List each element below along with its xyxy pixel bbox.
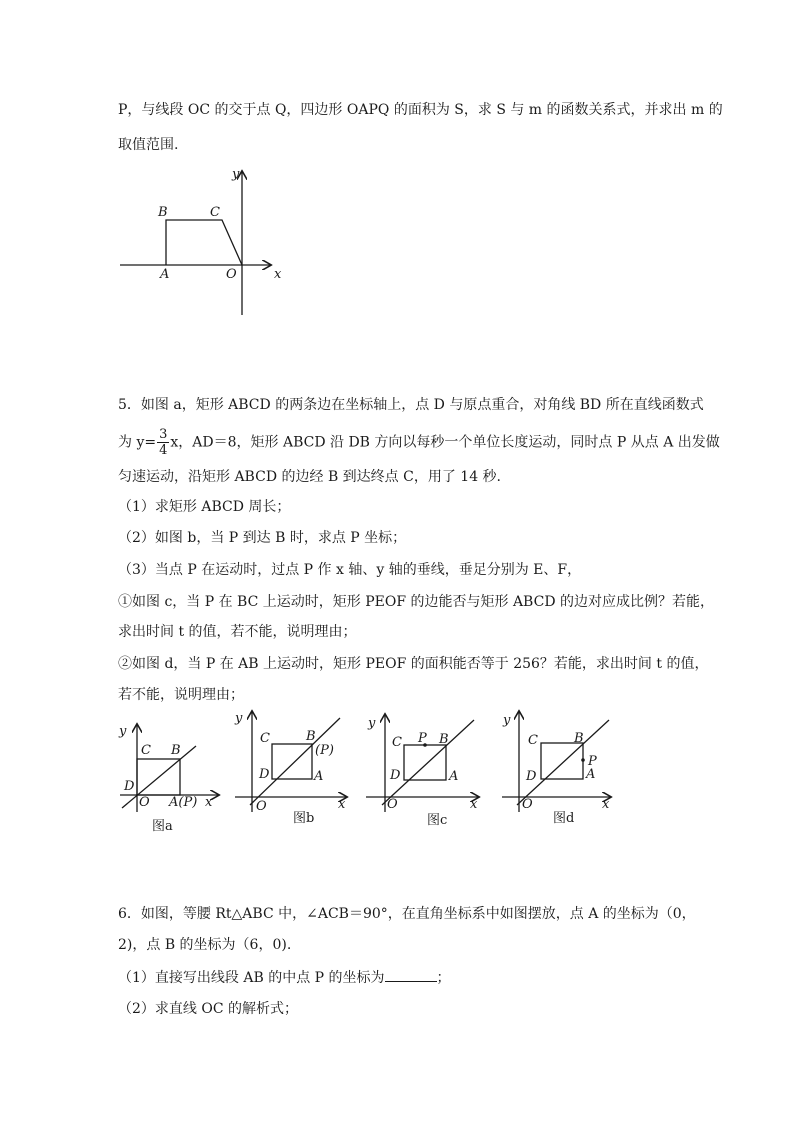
- fig-d-label-p: P: [588, 754, 597, 769]
- fig-c-caption: 图c: [427, 813, 448, 828]
- fig-d-label-a: A: [586, 767, 596, 782]
- fig-d-caption: 图d: [553, 811, 575, 826]
- fig-d-label-b: B: [574, 731, 584, 746]
- fig-d-label-y: y: [503, 713, 511, 728]
- fig-d-label-c: C: [528, 733, 538, 748]
- q6-sub1-text: （1）直接写出线段 AB 的中点 P 的坐标为: [118, 970, 385, 986]
- fig-b-label-p: (P): [315, 743, 334, 758]
- fig-c-label-o: O: [387, 797, 398, 812]
- q4-label-b: B: [158, 205, 168, 220]
- q6-text-line2: 2)，点 B 的坐标为（6，0).: [118, 937, 292, 953]
- fig-d-label-d: D: [526, 769, 537, 784]
- q5-sub2: （2）如图 b，当 P 到达 B 时，求点 P 坐标；: [118, 530, 407, 546]
- q5-sub3b-line1: ②如图 d，当 P 在 AB 上运动时，矩形 PEOF 的面积能否等于 256？若能，求出时间 t 的值，: [118, 656, 709, 672]
- fig-b-label-d: D: [259, 767, 270, 782]
- fig-b-label-y: y: [235, 711, 243, 726]
- q5-sub3a-line1: ①如图 c，当 P 在 BC 上运动时，矩形 PEOF 的边能否与矩形 ABCD 的边对应成比例？若能，: [118, 594, 714, 610]
- fig-b-label-o: O: [256, 799, 267, 814]
- fig-d-point-p: [581, 758, 585, 762]
- q6-sub1-end: ；: [436, 970, 451, 986]
- fig-d-rectangle: [541, 743, 583, 779]
- fig-a-label-a: A(P): [169, 795, 198, 810]
- fig-c-label-a: A: [449, 769, 459, 784]
- fig-a-label-o: O: [139, 795, 150, 810]
- fig-c-label-c: C: [392, 735, 402, 750]
- q5-sub1: （1）求矩形 ABCD 周长；: [118, 499, 291, 515]
- fig-a-label-c: C: [141, 743, 151, 758]
- fig-d-label-o: O: [522, 797, 533, 812]
- q5-line2-post: x，AD＝8，矩形 ABCD 沿 DB 方向以每秒一个单位长度运动，同时点 P 从点 A 出发做: [170, 434, 720, 451]
- q4-text-line1: P，与线段 OC 的交于点 Q，四边形 OAPQ 的面积为 S，求 S 与 m 的函数关系式，并求出 m 的: [118, 102, 723, 118]
- q6-text-line1: 6．如图，等腰 Rt△ABC 中，∠ACB＝90°，在直角坐标系中如图摆放，点 A 的坐标为（0，: [118, 906, 696, 922]
- fig-c-label-p: P: [418, 731, 427, 746]
- q5-sub3b-line2: 若不能，说明理由；: [118, 687, 244, 703]
- q5-frac-num: 3: [159, 427, 168, 442]
- q5-line2-pre: 为 y=: [118, 434, 157, 451]
- fig-c-label-b: B: [439, 732, 449, 747]
- fig-c-label-x: x: [470, 797, 478, 812]
- fig-c-label-y: y: [368, 716, 376, 731]
- fig-a-label-d: D: [124, 779, 135, 794]
- fig-a-caption: 图a: [152, 819, 173, 834]
- fig-d-label-x: x: [602, 797, 610, 812]
- q5-frac-den: 4: [159, 443, 168, 458]
- q5-sub3: （3）当点 P 在运动时，过点 P 作 x 轴、y 轴的垂线，垂足分别为 E、F，: [118, 562, 582, 578]
- q4-label-c: C: [210, 205, 220, 220]
- q4-label-y: y: [232, 167, 240, 182]
- q4-label-a: A: [160, 267, 170, 282]
- fig-b-label-b: B: [306, 729, 316, 744]
- fig-a-label-b: B: [171, 743, 181, 758]
- fig-b-label-a: A: [314, 769, 324, 784]
- q6-answer-blank[interactable]: [385, 967, 437, 982]
- q5-text-line1: 5．如图 a，矩形 ABCD 的两条边在坐标轴上，点 D 与原点重合，对角线 BD 所在直线函数式: [118, 397, 704, 413]
- fig-b-label-c: C: [260, 731, 270, 746]
- fig-a-label-y: y: [119, 724, 127, 739]
- fig-a-label-x: x: [205, 795, 213, 810]
- q6-sub2: （2）求直线 OC 的解析式；: [118, 1001, 298, 1017]
- fig-b-caption: 图b: [293, 811, 315, 826]
- q6-sub1: [118, 967, 451, 988]
- q4-text-line2: 取值范围.: [118, 137, 179, 153]
- q4-label-x: x: [274, 267, 282, 282]
- fig-b-label-x: x: [338, 797, 346, 812]
- q5-text-line3: 匀速运动，沿矩形 ABCD 的边经 B 到达终点 C，用了 14 秒.: [118, 469, 502, 485]
- q4-label-o: O: [226, 267, 237, 282]
- fig-c-label-d: D: [390, 768, 401, 783]
- q5-sub3a-line2: 求出时间 t 的值，若不能，说明理由；: [118, 624, 357, 640]
